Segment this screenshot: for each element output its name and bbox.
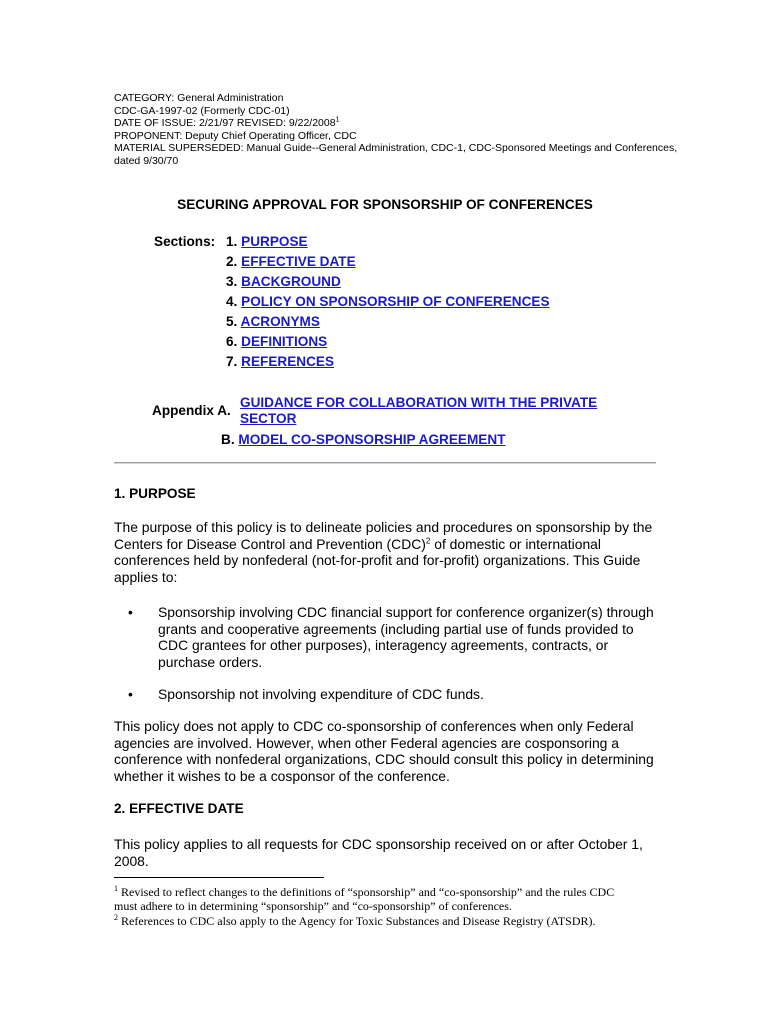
text-line <box>114 914 659 928</box>
text-line: grants and cooperative agreements (including partial use of funds provided to <box>158 620 634 637</box>
footnote-2 <box>114 914 659 928</box>
text-line: purchase orders. <box>158 653 263 670</box>
text-line: This policy does not apply to CDC co-sponsorship of conferences when only Federal <box>114 718 634 734</box>
text-span: Revised to reflect changes to the definitions of “sponsorship” and “co-sponsorship” and the rules CDC <box>118 885 615 899</box>
toc-link-purpose[interactable]: PURPOSE <box>241 234 308 249</box>
text-span: References to CDC also apply to the Agency for Toxic Substances and Disease Registry (ATSDR). <box>118 914 596 928</box>
toc-item <box>226 314 320 329</box>
toc-num: 1. <box>226 234 238 249</box>
text-line <box>114 885 659 899</box>
text-line: conference with nonfederal organizations, CDC should consult this policy in determining <box>114 751 654 767</box>
text-line: CDC grantees for other purposes), interagency agreements, contracts, or <box>158 637 609 653</box>
toc-item <box>226 274 341 289</box>
text-span: Centers for Disease Control and Prevention (CDC) <box>114 535 426 552</box>
footnote-number: 1 <box>114 884 118 893</box>
toc-num: 6. <box>226 334 238 349</box>
toc-item <box>226 354 334 369</box>
document-title: SECURING APPROVAL FOR SPONSORSHIP OF CONFERENCES <box>177 197 593 212</box>
appendix-b-num: B. <box>221 432 235 447</box>
text-line: whether it wishes to be a cosponsor of the conference. <box>114 767 450 784</box>
bullet-item <box>158 604 658 670</box>
text-line: Sponsorship involving CDC financial support for conference organizer(s) through <box>158 604 654 620</box>
text-line: applies to: <box>114 568 178 585</box>
text-line <box>114 536 659 553</box>
appendix-b-item <box>221 432 506 447</box>
document-metadata <box>114 92 678 168</box>
text-line: This policy applies to all requests for CDC sponsorship received on or after October 1, <box>114 836 643 852</box>
toc-item <box>226 234 308 249</box>
appendix-label: Appendix A. <box>152 403 231 418</box>
date-of-issue-text: DATE OF ISSUE: 2/21/97 REVISED: 9/22/2008 <box>114 117 336 130</box>
material-superseded-line-2: dated 9/30/70 <box>114 154 179 167</box>
toc-num: 3. <box>226 274 238 289</box>
footnote-number: 2 <box>114 913 118 922</box>
effective-date-heading: 2. EFFECTIVE DATE <box>114 801 244 816</box>
doc-id-line: CDC-GA-1997-02 (Formerly CDC-01) <box>114 104 290 117</box>
footnote-ref: 1 <box>335 116 340 124</box>
toc-link-references[interactable]: REFERENCES <box>241 354 335 369</box>
text-line: agencies are involved. However, when other Federal agencies are cosponsoring a <box>114 734 619 751</box>
appendix-b-link[interactable]: MODEL CO-SPONSORSHIP AGREEMENT <box>238 432 506 447</box>
appendix-a-link[interactable]: GUIDANCE FOR COLLABORATION WITH THE PRIVATE <box>240 395 598 410</box>
purpose-heading: 1. PURPOSE <box>114 486 196 501</box>
purpose-closing-paragraph <box>114 718 659 784</box>
text-line: 2008. <box>114 852 149 869</box>
toc-num: 2. <box>226 254 238 269</box>
section-divider <box>114 462 656 464</box>
bullet-item: Sponsorship not involving expenditure of CDC funds. <box>158 686 484 702</box>
text-line: The purpose of this policy is to delineate policies and procedures on sponsorship by the <box>114 519 653 535</box>
bullet-icon: • <box>128 604 133 620</box>
toc-link-policy[interactable]: POLICY ON SPONSORSHIP OF CONFERENCES <box>241 294 550 309</box>
toc-num: 7. <box>226 354 238 369</box>
footnote-1 <box>114 885 659 913</box>
text-line: conferences held by nonfederal (not-for-profit and for-profit) organizations. This Guide <box>114 552 641 568</box>
toc-num: 5. <box>226 314 238 329</box>
footnote-ref: 2 <box>425 535 431 545</box>
sections-label: Sections: <box>154 234 216 249</box>
toc-num: 4. <box>226 294 238 309</box>
appendix-a-link-continued[interactable]: SECTOR <box>240 411 297 426</box>
toc-item <box>226 334 327 349</box>
category-line: CATEGORY: General Administration <box>114 92 284 104</box>
date-of-issue-line <box>114 117 674 130</box>
text-span: of domestic or international <box>430 535 601 552</box>
toc-link-background[interactable]: BACKGROUND <box>241 274 341 289</box>
toc-link-definitions[interactable]: DEFINITIONS <box>241 334 328 349</box>
effective-date-paragraph <box>114 836 659 869</box>
toc-item <box>226 294 550 309</box>
material-superseded-line: MATERIAL SUPERSEDED: Manual Guide--General Administration, CDC-1, CDC-Sponsored Meetings and Conferences, <box>114 142 678 155</box>
purpose-intro-paragraph <box>114 519 659 585</box>
footnote-divider <box>114 877 324 878</box>
text-line: must adhere to in determining “sponsorship” and “co-sponsorship” of conferences. <box>114 899 512 913</box>
toc-link-effective-date[interactable]: EFFECTIVE DATE <box>241 254 356 269</box>
proponent-line: PROPONENT: Deputy Chief Operating Officer, CDC <box>114 129 357 142</box>
toc-item <box>226 254 356 269</box>
bullet-icon: • <box>128 686 133 702</box>
toc-link-acronyms[interactable]: ACRONYMS <box>240 314 320 329</box>
